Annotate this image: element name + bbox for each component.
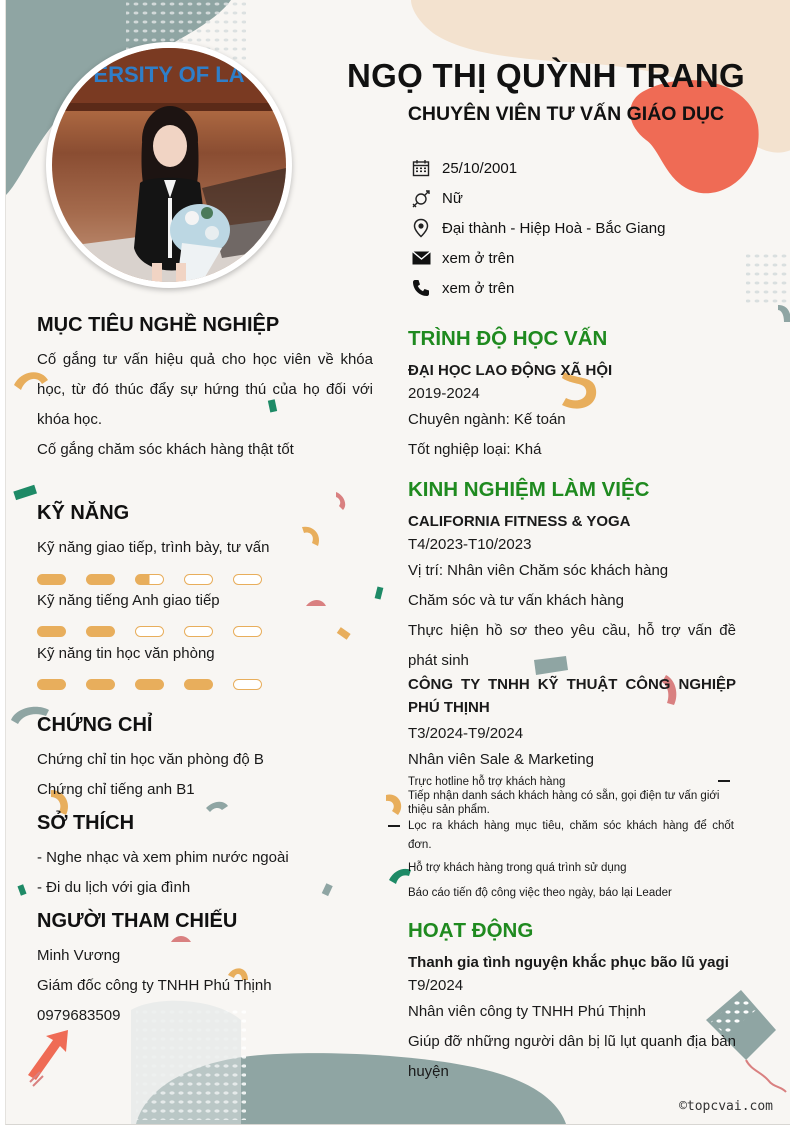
contact-dob — [411, 158, 517, 178]
rating-dot — [184, 679, 213, 690]
contact-phone — [411, 278, 514, 298]
candidate-role: CHUYÊN VIÊN TƯ VẤN GIÁO DỤC — [407, 103, 725, 125]
certificate-item-2: Chứng chỉ tiếng anh B1 — [37, 781, 195, 798]
skill-rating-1 — [37, 574, 282, 585]
education-school: ĐẠI HỌC LAO ĐỘNG XÃ HỘI — [408, 362, 613, 379]
activities-heading: HOẠT ĐỘNG — [408, 919, 534, 942]
phone-icon — [411, 278, 431, 298]
activity-name: Thanh gia tình nguyện khắc phục bão lũ yagi — [408, 954, 729, 971]
job1-position: Vị trí: Nhân viên Chăm sóc khách hàng — [408, 562, 669, 579]
job1-duty-2: Thực hiện hồ sơ theo yêu cầu, hỗ trợ vấn đề phát sinh — [408, 622, 736, 669]
profile-photo — [52, 48, 286, 282]
hobbies-heading: SỞ THÍCH — [37, 812, 135, 834]
skill-rating-2 — [37, 626, 282, 637]
job2-period: T3/2024-T9/2024 — [408, 725, 524, 742]
rating-dot — [233, 626, 262, 637]
experience-heading: KINH NGHIỆM LÀM VIỆC — [408, 478, 650, 501]
job2-position: Nhân viên Sale & Marketing — [408, 751, 594, 768]
contact-email — [411, 248, 514, 268]
email-text: xem ở trên — [442, 249, 515, 267]
calendar-icon — [411, 158, 431, 178]
job2-duty-2: Tiếp nhận danh sách khách hàng có sẵn, gọi điện tư vấn giới thiệu sản phẩm. — [408, 790, 720, 816]
location-pin-icon — [411, 218, 431, 238]
hobby-item-1: - Nghe nhạc và xem phim nước ngoài — [37, 849, 289, 866]
objective-text-2: Cố gắng chăm sóc khách hàng thật tốt — [37, 441, 294, 458]
activity-role: Nhân viên công ty TNHH Phú Thịnh — [408, 1003, 646, 1020]
phone-text: xem ở trên — [442, 279, 515, 297]
photo-banner-text: ERSITY OF LA — [93, 62, 245, 87]
job1-duty-1: Chăm sóc và tư vấn khách hàng — [408, 592, 624, 609]
rating-dot — [37, 574, 66, 585]
address-text: Đại thành - Hiệp Hoà - Bắc Giang — [442, 219, 666, 237]
skill-label-1: Kỹ năng giao tiếp, trình bày, tư vấn — [37, 539, 270, 556]
skill-rating-3 — [37, 679, 282, 690]
job2-duty-4: Hỗ trợ khách hàng trong quá trình sử dụng — [408, 862, 627, 874]
job1-period: T4/2023-T10/2023 — [408, 536, 532, 553]
rating-dot — [86, 679, 115, 690]
activity-desc: Giúp đỡ những người dân bị lũ lụt quanh địa bàn huyện — [408, 1033, 736, 1080]
education-major: Chuyên ngành: Kế toán — [408, 411, 566, 428]
rating-dot — [37, 626, 66, 637]
rating-dot — [135, 626, 164, 637]
skills-heading: KỸ NĂNG — [37, 502, 130, 524]
job2-company: CÔNG TY TNHH KỸ THUẬT CÔNG NGHIỆP PHÚ THỊNH — [408, 676, 736, 716]
gender-icon — [411, 188, 431, 208]
rating-dot — [37, 679, 66, 690]
dob-text: 25/10/2001 — [442, 159, 518, 177]
rating-dot — [86, 574, 115, 585]
rating-dot — [86, 626, 115, 637]
education-heading: TRÌNH ĐỘ HỌC VẤN — [408, 327, 608, 350]
education-grade: Tốt nghiệp loại: Khá — [408, 441, 542, 458]
profile-photo-frame — [46, 42, 292, 288]
certificate-item-1: Chứng chỉ tin học văn phòng độ B — [37, 751, 264, 768]
candidate-name: NGỌ THỊ QUỲNH TRANG — [346, 57, 746, 94]
rating-dot — [135, 679, 164, 690]
objective-heading: MỤC TIÊU NGHỀ NGHIỆP — [37, 314, 280, 336]
objective-text-1: Cố gắng tư vấn hiệu quả cho học viên về khóa học, từ đó thúc đẩy sự hứng thú của họ đối với khóa học. — [37, 351, 373, 428]
skill-label-2: Kỹ năng tiếng Anh giao tiếp — [37, 592, 220, 609]
education-period: 2019-2024 — [408, 385, 480, 402]
job2-duty-5: Báo cáo tiến độ công việc theo ngày, báo lại Leader — [408, 887, 672, 899]
activity-period: T9/2024 — [408, 977, 464, 994]
reference-name: Minh Vương — [37, 947, 121, 964]
contact-gender — [411, 188, 463, 208]
hobby-item-2: - Đi du lịch với gia đình — [37, 879, 191, 896]
rating-dot — [233, 679, 262, 690]
cv-page — [5, 0, 790, 1125]
job2-duty-3: Lọc ra khách hàng mục tiêu, chăm sóc khách hàng để chốt đơn. — [408, 820, 734, 851]
rating-dot — [184, 574, 213, 585]
watermark: ©topcvai.com — [679, 1099, 773, 1114]
contact-address — [411, 218, 665, 238]
reference-phone: 0979683509 — [37, 1007, 121, 1024]
job1-company: CALIFORNIA FITNESS & YOGA — [408, 513, 631, 530]
certificates-heading: CHỨNG CHỈ — [37, 714, 153, 736]
job2-duty-1: Trực hotline hỗ trợ khách hàng — [408, 776, 566, 788]
reference-position: Giám đốc công ty TNHH Phú Thịnh — [37, 977, 272, 994]
reference-heading: NGƯỜI THAM CHIẾU — [37, 910, 238, 932]
skill-label-3: Kỹ năng tin học văn phòng — [37, 645, 215, 662]
rating-dot — [184, 626, 213, 637]
gender-text: Nữ — [442, 189, 463, 207]
mail-icon — [411, 248, 431, 268]
rating-dot — [135, 574, 164, 585]
rating-dot — [233, 574, 262, 585]
